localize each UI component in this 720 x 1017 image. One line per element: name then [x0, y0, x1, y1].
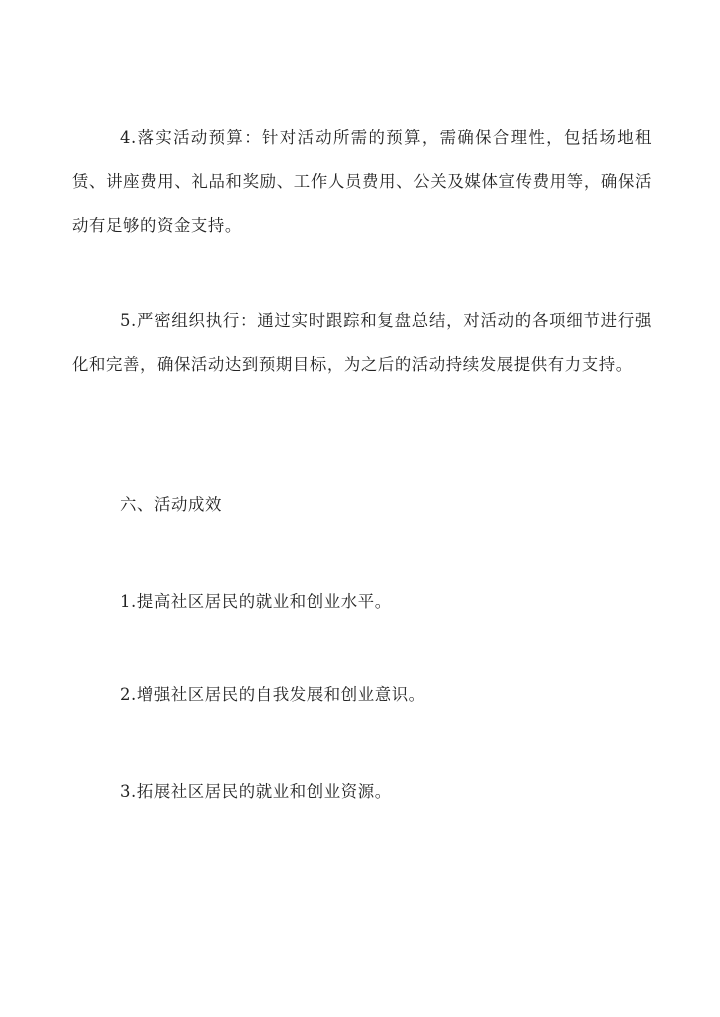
outcome-item-1: 1.提高社区居民的就业和创业水平。 [120, 592, 392, 611]
outcome-item-3: 3.拓展社区居民的就业和创业资源。 [120, 782, 392, 801]
outcome-item-2: 2.增强社区居民的自我发展和创业意识。 [120, 685, 426, 704]
paragraph-execution: 5.严密组织执行：通过实时跟踪和复盘总结，对活动的各项细节进行强化和完善，确保活动达到预期目标，为之后的活动持续发展提供有力支持。 [72, 311, 652, 374]
section-heading-outcomes: 六、活动成效 [120, 495, 222, 514]
paragraph-budget: 4.落实活动预算：针对活动所需的预算，需确保合理性，包括场地租赁、讲座费用、礼品和奖励、工作人员费用、公关及媒体宣传费用等，确保活动有足够的资金支持。 [72, 128, 652, 235]
